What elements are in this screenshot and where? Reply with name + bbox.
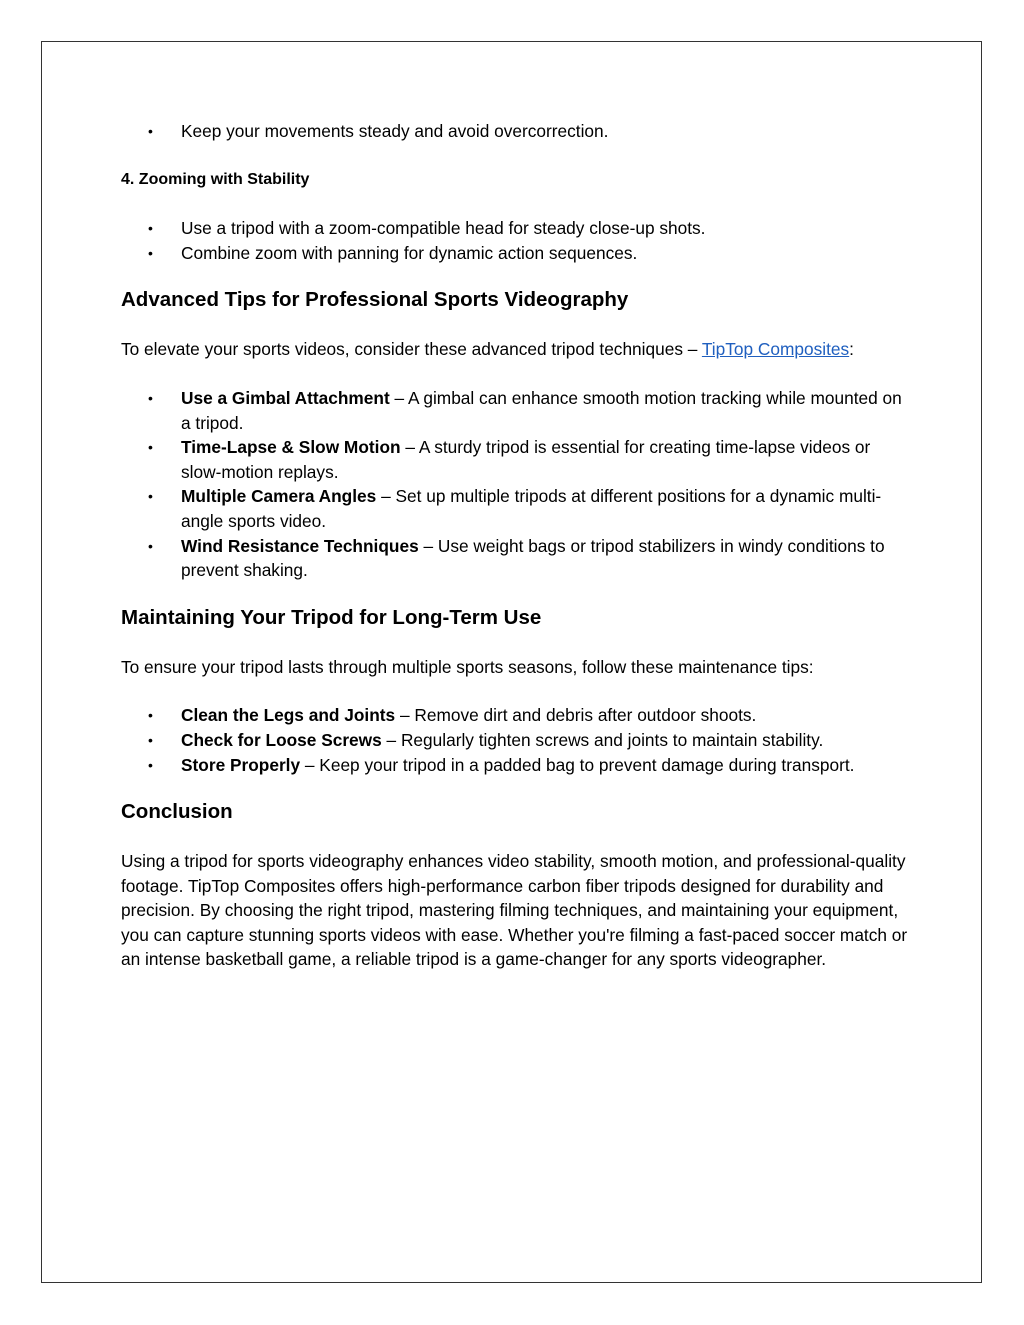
list-item xyxy=(121,728,911,753)
advanced-heading: Advanced Tips for Professional Sports Videography xyxy=(121,288,629,312)
bullet-icon: • xyxy=(148,389,153,406)
list-item-desc: – Regularly tighten screws and joints to maintain stability. xyxy=(381,729,824,750)
bullet-icon: • xyxy=(148,220,153,237)
tiptop-composites-link[interactable]: TipTop Composites xyxy=(701,339,850,360)
list-item-term: Check for Loose Screws xyxy=(181,729,382,750)
conclusion-body: Using a tripod for sports videography enhances video stability, smooth motion, and professional-quality footage. TipTop Composites offers high-performance carbon fiber tripods designed for durability and precision. By choosing the right tripod, mastering filming techniques, and maintaining your equipment, you can capture stunning sports videos with ease. Whether you're filming a fast-paced soccer match or an intense basketball game, a reliable tripod is a game-changer for any sports videographer. xyxy=(121,851,908,970)
list-item xyxy=(121,435,911,484)
list-item-text: Keep your movements steady and avoid overcorrection. xyxy=(181,121,609,141)
zooming-list xyxy=(121,216,911,265)
bullet-icon: • xyxy=(148,244,153,261)
bullet-icon: • xyxy=(148,707,153,724)
bullet-icon: • xyxy=(148,439,153,456)
list-item-term: Store Properly xyxy=(181,754,301,775)
bullet-icon: • xyxy=(148,537,153,554)
list-item-term: Clean the Legs and Joints xyxy=(181,705,396,726)
list-item xyxy=(121,216,911,241)
list-item-desc: – Set up multiple tripods at different positions for a dynamic multi-angle sports video. xyxy=(181,486,882,531)
bullet-icon: • xyxy=(148,488,153,505)
list-item-term: Use a Gimbal Attachment xyxy=(181,387,390,408)
list-item-term: Wind Resistance Techniques xyxy=(181,535,419,556)
list-item-desc: – A gimbal can enhance smooth motion tracking while mounted on a tripod. xyxy=(181,387,902,433)
bullet-icon: • xyxy=(148,731,153,748)
advanced-list xyxy=(121,386,911,583)
list-item-desc: – Keep your tripod in a padded bag to prevent damage during transport. xyxy=(300,754,855,775)
bullet-list-top xyxy=(121,119,911,144)
list-item xyxy=(121,534,911,583)
list-item xyxy=(121,241,911,266)
maintaining-heading: Maintaining Your Tripod for Long-Term Use xyxy=(121,605,542,629)
list-item xyxy=(121,119,911,144)
conclusion-heading: Conclusion xyxy=(121,800,233,824)
list-item-term: Time-Lapse & Slow Motion xyxy=(181,437,401,458)
document-body xyxy=(121,119,911,972)
advanced-intro-text: To elevate your sports videos, consider these advanced tripod techniques – xyxy=(121,339,702,360)
bullet-icon: • xyxy=(148,123,153,139)
list-item xyxy=(121,703,911,728)
list-item-desc: – Use weight bags or tripod stabilizers in windy conditions to prevent shaking. xyxy=(181,535,885,581)
list-item-desc: – A sturdy tripod is essential for creating time-lapse videos or slow-motion replays. xyxy=(181,437,871,482)
maintaining-list xyxy=(121,703,911,777)
list-item xyxy=(121,753,911,778)
list-item-text: Combine zoom with panning for dynamic action sequences. xyxy=(181,242,638,263)
advanced-intro xyxy=(121,337,911,362)
maintaining-intro: To ensure your tripod lasts through multiple sports seasons, follow these maintenance tips: xyxy=(121,656,814,677)
list-item xyxy=(121,386,911,435)
advanced-intro-suffix: : xyxy=(849,339,854,360)
list-item-term: Multiple Camera Angles xyxy=(181,486,377,507)
bullet-icon: • xyxy=(148,756,153,773)
zooming-heading: 4. Zooming with Stability xyxy=(121,170,310,188)
list-item xyxy=(121,484,911,533)
list-item-desc: – Remove dirt and debris after outdoor shoots. xyxy=(395,705,757,726)
list-item-text: Use a tripod with a zoom-compatible head for steady close-up shots. xyxy=(181,218,706,239)
